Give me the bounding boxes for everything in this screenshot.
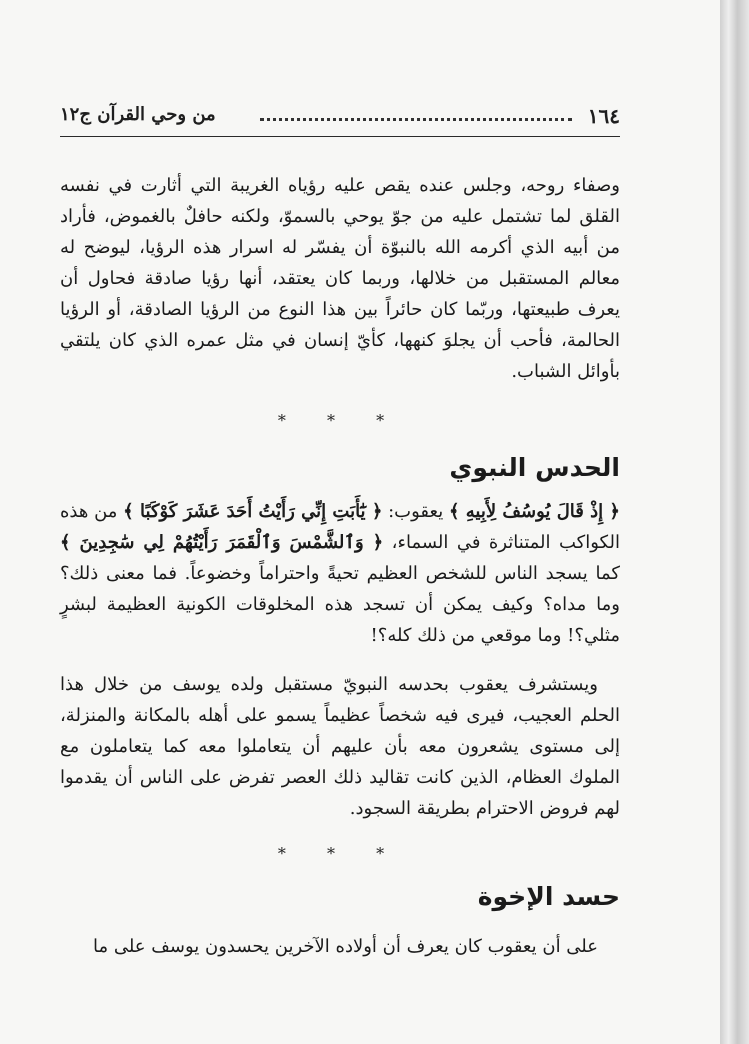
running-title: من وحي القرآن ج١٢ (60, 104, 216, 125)
paragraph-2-text-3: كما يسجد الناس للشخص العظيم تحيةً واحتراماً وخضوعاً. فما معنى ذلك؟ وما مداه؟ وكيف يمكن أن تسجد هذه المخلوقات الكونية العظيمة لبشرٍ مثلي؟! وما موقعي من ذلك كله؟! (60, 563, 620, 646)
page-header (60, 96, 620, 137)
section-heading-prophetic-intuition: الحدس النبوي (449, 453, 620, 482)
quran-quote-3: ﴿ وَٱلشَّمْسَ وَٱلْقَمَرَ رَأَيْتُهُمْ لِي سَٰجِدِينَ ﴾ (60, 532, 384, 553)
section-separator: * * * (277, 411, 403, 430)
header-dotted-leader (260, 106, 572, 121)
quran-quote-1: ﴿ إِذْ قَالَ يُوسُفُ لِأَبِيهِ ﴾ (448, 501, 620, 522)
page-number: ١٦٤ (587, 104, 620, 128)
paragraph-1: وصفاء روحه، وجلس عنده يقص عليه رؤياه الغريبة التي أثارت في نفسه القلق لما تشتمل عليه من جوّ يوحي بالسموّ، ولكنه حافلٌ بالغموض، فأراد من أبيه الذي أكرمه الله بالنبوّة أن يفسّر له اسرار هذه الرؤيا، ليوضح له معالم المستقبل من خلالها، وربما كان يعتقد، أنها رؤيا صادقة فحاول أن يعرف طبيعتها، وربّما كان حائراً بين هذا النوع من الرؤيا الصادقة، أو الرؤيا الحالمة، فأحب أن يجلوَ كنهها، كأيّ إنسان في مثل عمره الذي كان يلتقي بأوائل الشباب. (60, 175, 620, 382)
page-edge (720, 0, 749, 1044)
page-body (60, 170, 620, 962)
paragraph-4: على أن يعقوب كان يعرف أن أولاده الآخرين يحسدون يوسف على ما (92, 936, 598, 957)
paragraph-2-text-1: يعقوب: (382, 501, 449, 522)
paragraph-2 (60, 496, 620, 651)
paragraph-3: ويستشرف يعقوب بحدسه النبويّ مستقبل ولده يوسف من خلال هذا الحلم العجيب، فيرى فيه شخصاً عظيماً يسمو على أهله بالمكانة والمنزلة، إلى مستوى يشعرون معه بأن عليهم أن يتعاملوا معه كما يتعاملون مع الملوك العظام، الذين كانت تقاليد ذلك العصر تفرض على الناس أن يقدموا لهم فروض الاحترام بطريقة السجود. (60, 674, 620, 819)
paragraph-2-text-2: من هذه الكواكب المتناثرة في السماء، (60, 501, 620, 553)
section-separator-2: * * * (277, 844, 403, 863)
quran-quote-2: ﴿ يَٰٓأَبَتِ إِنِّي رَأَيْتُ أَحَدَ عَشَرَ كَوْكَبًا ﴾ (123, 501, 383, 522)
section-heading-brothers-envy: حسد الإخوة (477, 882, 620, 911)
